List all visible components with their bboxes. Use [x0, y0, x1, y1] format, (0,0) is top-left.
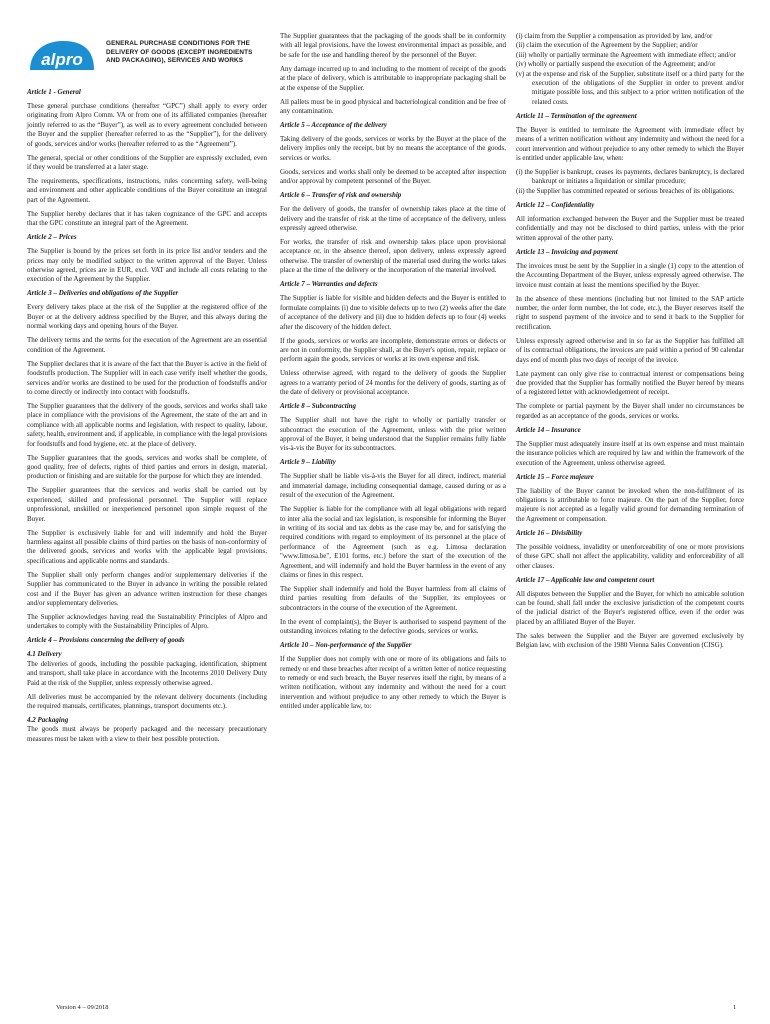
article-heading: Article 15 – Force majeure [516, 472, 594, 481]
paragraph: The Supplier guarantees that the goods, services and works shall be complete, of good quality, free of defects, rights of third parties and errors in design, material, production or finishing and are suitable for the purpose for which they are intended. [27, 453, 267, 481]
paragraph: All deliveries must be accompanied by the relevant delivery documents (including the required manuals, certificates, plannings, transport documents etc.). [27, 692, 267, 711]
paragraph: The Supplier declares that it is aware of the fact that the Buyer is active in the field of foodstuffs production. The Supplier will in each case verify itself whether the goods, services and/or works are destined to be used for the production of foodstuffs and/or to come directly or indirectly into contact with foodstuffs. [27, 359, 267, 396]
paragraph: The Supplier guarantees that the delivery of the goods, services and works shall take place in compliance with the provisions of the Agreement, the state of the art and in compliance with all applicable norms and legislation, with respect to quality, labour, safety, health, environment and, if applicable, in compliance with the legal provisions for foodstuffs and food hygiene, etc. at the place of delivery. [27, 401, 267, 448]
article-heading: Article 1 - General [27, 88, 81, 96]
paragraph: These general purchase conditions (hereafter “GPC”) shall apply to every order originating from Alpro Comm. VA or from one of its affiliated companies (hereafter jointly referred to as the “Buyer”), as well as to every agreement concluded between the Buyer and the supplier (hereafter referred to as the “Supplier”), for the delivery of goods, services and/or works (hereafter referred to as the “Agreement”). [27, 102, 267, 148]
article-heading: Article 5 – Acceptance of the delivery [280, 121, 388, 130]
article-heading: Article 13 – Invoicing and payment [516, 247, 618, 256]
paragraph: The general, special or other conditions of the Supplier are expressly excluded, even if they would be transferred at a later stage. [27, 153, 267, 172]
paragraph: Taking delivery of the goods, services or works by the Buyer at the place of the delivery implies only the receipt, but by no means the acceptance of the goods, services or works. [280, 135, 506, 162]
paragraph: In the event of complaint(s), the Buyer is authorised to suspend payment of the outstanding invoices relating to the defective goods, services or works. [280, 617, 506, 636]
paragraph: All disputes between the Supplier and the Buyer, for which no amicable solution can be found, shall fall under the exclusive jurisdiction of the competent courts of the judicial district of the Buyer's registered office, even if the order was placed by an affiliated Buyer of the Buyer. [516, 589, 744, 626]
list-item: (i) the Supplier is bankrupt, ceases its payments, declares bankruptcy, is declared bankrupt or initiates a liquidation or similar procedure; [516, 168, 744, 186]
paragraph: The delivery terms and the terms for the execution of the Agreement are an essential condition of the Agreement. [27, 336, 267, 354]
paragraph: The sales between the Supplier and the Buyer are governed exclusively by Belgian law, with exclusion of the 1980 Vienna Sales Convention (CISG). [516, 631, 744, 650]
list-item: (i) claim from the Supplier a compensation as provided by law, and/or [516, 32, 713, 40]
paragraph: The deliveries of goods, including the possible packaging, identification, shipment and transport, shall take place in accordance with the Incoterms 2010 Delivery Duty Paid at the risk of the Supplier, unless expressly otherwise agreed. [27, 659, 267, 687]
article-heading: Article 7 – Warranties and defects [280, 280, 378, 289]
text-column-1 [27, 86, 267, 749]
paragraph: All information exchanged between the Buyer and the Supplier must be treated confidentially and may not be disclosed to third parties, unless with the prior written approval of the other party. [516, 214, 744, 242]
svg-text:alpro: alpro [41, 50, 83, 69]
paragraph: All pallets must be in good physical and bacteriological condition and be free of any contamination. [280, 97, 506, 116]
paragraph: For the delivery of goods, the transfer of ownership takes place at the time of delivery and the transfer of risk at the time of acceptance of the delivery, unless expressly agreed otherwise. [280, 205, 506, 233]
article-heading: Article 3 – Deliveries and obligations of the Supplier [27, 289, 179, 298]
paragraph: The Supplier shall not have the right to wholly or partially transfer or subcontract the execution of the Agreement, unless with the prior written approval of the Buyer, it being understood that the Supplier remains fully liable vis-à-vis the Buyer for its subcontractors. [280, 416, 506, 453]
paragraph: Any damage incurred up to and including to the moment of receipt of the goods at the place of delivery, which is attributable to inappropriate packaging shall be at the expense of the Supplier. [280, 64, 506, 92]
paragraph: The possible voidness, invalidity or unenforceability of one or more provisions of these GPC shall not affect the applicability, validity and enforceability of all other clauses. [516, 542, 744, 570]
paragraph: If the Supplier does not comply with one or more of its obligations and fails to remedy or end these breaches after receipt of a written letter of notice requesting to remedy or end such breach, the Buyer reserves itself the right, by means of a written notification, without any indemnity and without the need for a court intervention and without prejudice to any other remedy to which the Buyer is entitled under applicable law, to: [280, 655, 506, 711]
list-item: (v) at the expense and risk of the Supplier, substitute itself or a third party for the execution of the obligations of the Supplier in order to prevent and/or mitigate possible loss, and this subject to a prior written notification of the related costs. [516, 69, 744, 106]
list-item: (ii) the Supplier has committed repeated or serious breaches of its obligations. [516, 186, 735, 195]
paragraph: In the absence of these mentions (including but not limited to the SAP article number, the order form number, the lot code, etc.), the Buyer reserves itself the right to suspend payment of the invoice and to send it back to the Supplier for rectification. [516, 294, 744, 331]
article-heading: Article 6 – Transfer of risk and ownership [280, 191, 402, 200]
article-heading: Article 12 – Confidentiality [516, 200, 595, 209]
paragraph: The Supplier is bound by the prices set forth in its price list and/or tenders and the prices may only be modified subject to the written approval of the Buyer. Unless otherwise agreed, prices are in EUR, excl. VAT and include all costs relating to the execution of the Agreement by the Supplier. [27, 247, 267, 284]
paragraph: The Supplier hereby declares that it has taken cognizance of the GPC and accepts that the GPC constitute an integral part of the Agreement. [27, 209, 267, 228]
article-heading: Article 16 – Divisibility [516, 528, 583, 537]
paragraph: The Supplier is liable for the compliance with all legal obligations with regard to inter alia the social and tax legislation, is responsible for informing the Buyer in writing of its social and tax debts as the case may be, and for satisfying the required conditions with regard to employment of its personnel at the place of performance of the Agreement (such as e.g. Limosa declaration "www.limosa.be", E101 forms, etc.) before the start of the execution of the Agreement, and will indemnify and hold the Buyer harmless in the event of any claims or fines in this respect. [280, 505, 506, 579]
list-item: (iv) wholly or partially suspend the execution of the Agreement; and/or [516, 60, 716, 69]
paragraph: The invoices must be sent by the Supplier in a single (1) copy to the attention of the Accounting Department of the Buyer, unless expressly agreed otherwise. The invoice must contain at least the mentions specified by the Buyer. [516, 261, 744, 289]
paragraph: If the goods, services or works are incomplete, demonstrate errors or defects or are not in conformity, the Supplier shall, at the Buyer's option, repair, replace or perform again the goods, services or works at its own expense and risk. [280, 336, 506, 364]
paragraph: The Supplier must adequately insure itself at its own expense and must maintain the insurance policies which are required by law and within the framework of the execution of the Agreement, unless otherwise agreed. [516, 439, 744, 467]
footer-version: Version 4 – 09/2018 [56, 1004, 109, 1011]
article-heading: Article 8 – Subcontracting [280, 402, 357, 411]
article-heading: Article 11 – Termination of the agreement [516, 111, 637, 120]
paragraph: The Supplier acknowledges having read the Sustainability Principles of Alpro and undertakes to comply with the Sustainability Principles of Alpro. [27, 613, 267, 631]
enumerated-list [516, 168, 744, 196]
paragraph: The Supplier is liable for visible and hidden defects and the Buyer is entitled to formulate complaints (i) due to visible defects up to two (2) weeks after the date of acceptance of the delivery and (ii) due to hidden defects up to four (4) weeks after the discovery of the hidden defect. [280, 294, 506, 331]
paragraph: Unless otherwise agreed, with regard to the delivery of goods the Supplier agrees to a warranty period of 24 months for the delivery of goods, starting as of the date of delivery or provisional acceptance. [280, 369, 506, 397]
article-heading: Article 2 – Prices [27, 233, 77, 242]
article-heading: Article 9 – Liability [280, 458, 336, 467]
paragraph: The Supplier is exclusively liable for and will indemnify and hold the Buyer harmless against all possible claims of third parties on the basis of non-conformity of the delivered goods, services and works with the applicable legal provisions, specifications and applicable norms and standards. [27, 528, 267, 565]
article-heading: Article 4 – Provisions concerning the delivery of goods [27, 636, 185, 645]
text-column-3 [516, 32, 744, 655]
paragraph: The Supplier shall only perform changes and/or supplementary deliveries if the Supplier has communicated to the Buyer in advance in writing the possible related cost and if the Buyer has given an advance written instruction for these changes and/or supplementary deliveries. [27, 570, 267, 607]
paragraph: Every delivery takes place at the risk of the Supplier at the registered office of the Buyer or at the delivery address specified by the Buyer, and this always during the normal working days and opening hours of the Buyer. [27, 303, 267, 331]
text-column-2 [280, 32, 506, 716]
paragraph: The Supplier guarantees that the services and works shall be carried out by experienced, skilled and professional personnel. The Supplier will replace unprofessional, unskilled or inexperienced personnel upon simple request of the Buyer. [27, 486, 267, 523]
paragraph: The liability of the Buyer cannot be invoked when the non-fulfilment of its obligations is attributable to force majeure. On the part of the Supplier, force majeure is not accepted as a legally valid ground for demanding termination of the Agreement or compensation. [516, 486, 744, 523]
document-title: GENERAL PURCHASE CONDITIONS FOR THE DELIVERY OF GOODS (EXCEPT INGREDIENTS AND PACKAGING), SERVICES AND WORKS [106, 40, 253, 65]
paragraph: The requirements, specifications, instructions, rules concerning safety, well-being and environment and other applicable conditions of the Buyer constitute an integral part of the Agreement. [27, 177, 267, 204]
paragraph: Goods, services and works shall only be deemed to be accepted after inspection and/or approval by competent personnel of the Buyer. [280, 167, 506, 186]
paragraph: For works, the transfer of risk and ownership takes place upon provisional acceptance or, in the absence thereof, upon delivery, unless expressly agreed otherwise. The transfer of ownership of the material used during the works takes place at the time of the delivery or the incorporation of the material involved. [280, 238, 506, 275]
list-item: (iii) wholly or partially terminate the Agreement with immediate effect; and/or [516, 50, 736, 59]
alpro-logo [27, 37, 97, 71]
paragraph: The Supplier shall be liable vis-à-vis the Buyer for all direct, indirect, material and immaterial damage, including consequential damage, caused during or as a result of the execution of the Agreement. [280, 472, 506, 500]
paragraph: The Supplier guarantees that the packaging of the goods shall be in conformity with all legal provisions, have the lowest environmental impact as possible, and be safe for the use and handling thereof by the personnel of the Buyer. [280, 32, 506, 59]
paragraph: The Buyer is entitled to terminate the Agreement with immediate effect by means of a written notification without any indemnity and without the need for a court intervention and without prejudice to any other remedy to which the Buyer is entitled under applicable law, when: [516, 125, 744, 163]
paragraph: The Supplier shall indemnify and hold the Buyer harmless from all claims of third parties resulting from defaults of the Supplier, its employees or subcontractors in the course of the execution of the Agreement. [280, 585, 506, 612]
paragraph: Late payment can only give rise to contractual interest or compensations being due provided that the Supplier has formally notified the Buyer hereof by means of a registered letter with acknowledgement of receipt. [516, 369, 744, 397]
list-item: (ii) claim the execution of the Agreement by the Supplier; and/or [516, 41, 698, 50]
paragraph: The complete or partial payment by the Buyer shall under no circumstances be regarded as an acceptance of the goods, services or works. [516, 402, 744, 420]
section-subheading: 4.2 Packaging [27, 716, 69, 725]
paragraph: Unless expressly agreed otherwise and in so far as the Supplier has fulfilled all of its contractual obligations, the invoices are paid within a period of 90 calendar days end of month plus two days of receipt of the invoice. [516, 336, 744, 364]
article-heading: Article 10 – Non-performance of the Supplier [280, 641, 412, 650]
article-heading: Article 14 – Insurance [516, 425, 581, 434]
paragraph: The goods must always be properly packaged and the necessary precautionary measures must be taken with a view to their best possible protection. [27, 725, 267, 743]
section-subheading: 4.1 Delivery [27, 650, 62, 659]
enumerated-list [516, 32, 744, 107]
article-heading: Article 17 – Applicable law and competent court [516, 575, 655, 584]
page-number: 1 [733, 1004, 737, 1011]
